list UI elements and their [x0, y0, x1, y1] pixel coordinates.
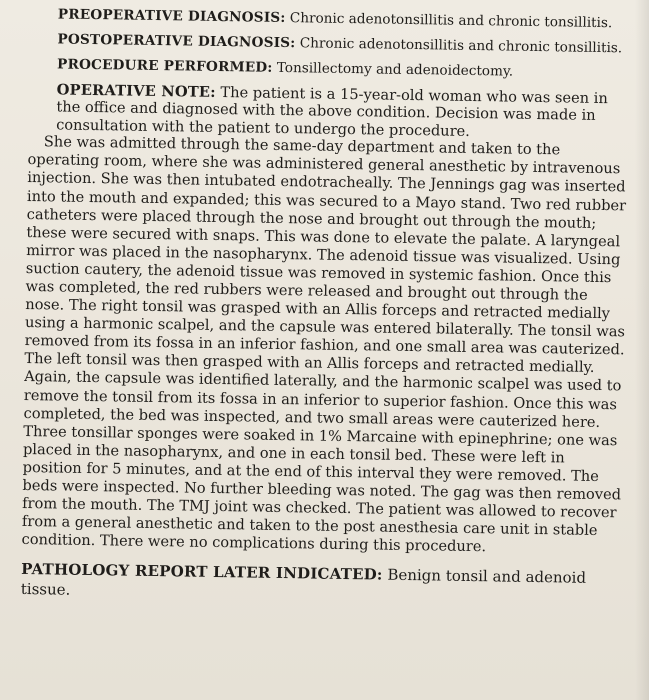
operative-note [28, 81, 631, 143]
preoperative-text: Chronic adenotonsillitis and chronic tonsillitis. [289, 10, 613, 32]
procedure-label: PROCEDURE PERFORMED: [56, 56, 273, 76]
procedure-text: Tonsillectomy and adenoidectomy. [276, 59, 514, 80]
report-text [21, 6, 632, 609]
preoperative-diagnosis [30, 6, 632, 32]
operative-narrative: She was admitted through the same-day department and taken to the operating room, where she was administered general anesthetic by intravenous injection. She was then intubated endotracheally. The Jennings gag was inserted into the mouth and expanded; this was secured to a Mayo stand. Two red rubber catheters were placed through the nose and brought out through the mouth; these were secured with snaps. This was done to elevate the palate. A laryngeal mirror was placed in the nasopharynx. The adenoid tissue was visualized. Using suction cautery, the adenoid tissue was removed in systemic fashion. Once this was completed, the red rubbers were released and brought out through the nose. The right tonsil was grasped with an Allis forceps and retracted medially using a harmonic scalpel, and the capsule was entered bilaterally. The tonsil was removed from its fossa in an inferior fashion, and one small area was cauterized. The left tonsil was then grasped with an Allis forceps and retracted medially. Again, the capsule was identified laterally, and the harmonic scalpel was used to remove the tonsil from its fossa in an inferior to superior fashion. Once this was completed, the bed was inspected, and two small areas were cauterized here. Three tonsillar sponges were soaked in 1% Marcaine with epinephrine; one was placed in the nasopharynx, and one in each tonsil bed. These were left in position for 5 minutes, and at the end of this interval they were removed. The beds were inspected. No further bleeding was noted. The gag was then removed from the mouth. The TMJ joint was checked. The patient was allowed to recover from a general anesthetic and taken to the post anesthesia care unit in stable condition. There were no complications during this procedure. [21, 133, 627, 556]
pathology-label: PATHOLOGY REPORT LATER INDICATED: [21, 560, 383, 584]
postoperative-label: POSTOPERATIVE DIAGNOSIS: [57, 31, 296, 52]
page-edge-shadow [635, 0, 649, 700]
procedure-performed [29, 56, 631, 82]
preoperative-label: PREOPERATIVE DIAGNOSIS: [57, 6, 286, 27]
postoperative-diagnosis [29, 31, 631, 57]
pathology-report [21, 559, 624, 608]
operative-note-text: The patient is a 15-year-old woman who was seen in the office and diagnosed with the above condition. Decision was made in consultation with the patient to undergo the procedure. [56, 84, 608, 140]
operative-note-label: OPERATIVE NOTE: [56, 81, 216, 101]
postoperative-text: Chronic adenotonsillitis and chronic tonsillitis. [299, 35, 623, 57]
pathology-text: Benign tonsil and adenoid tissue. [20, 566, 587, 600]
